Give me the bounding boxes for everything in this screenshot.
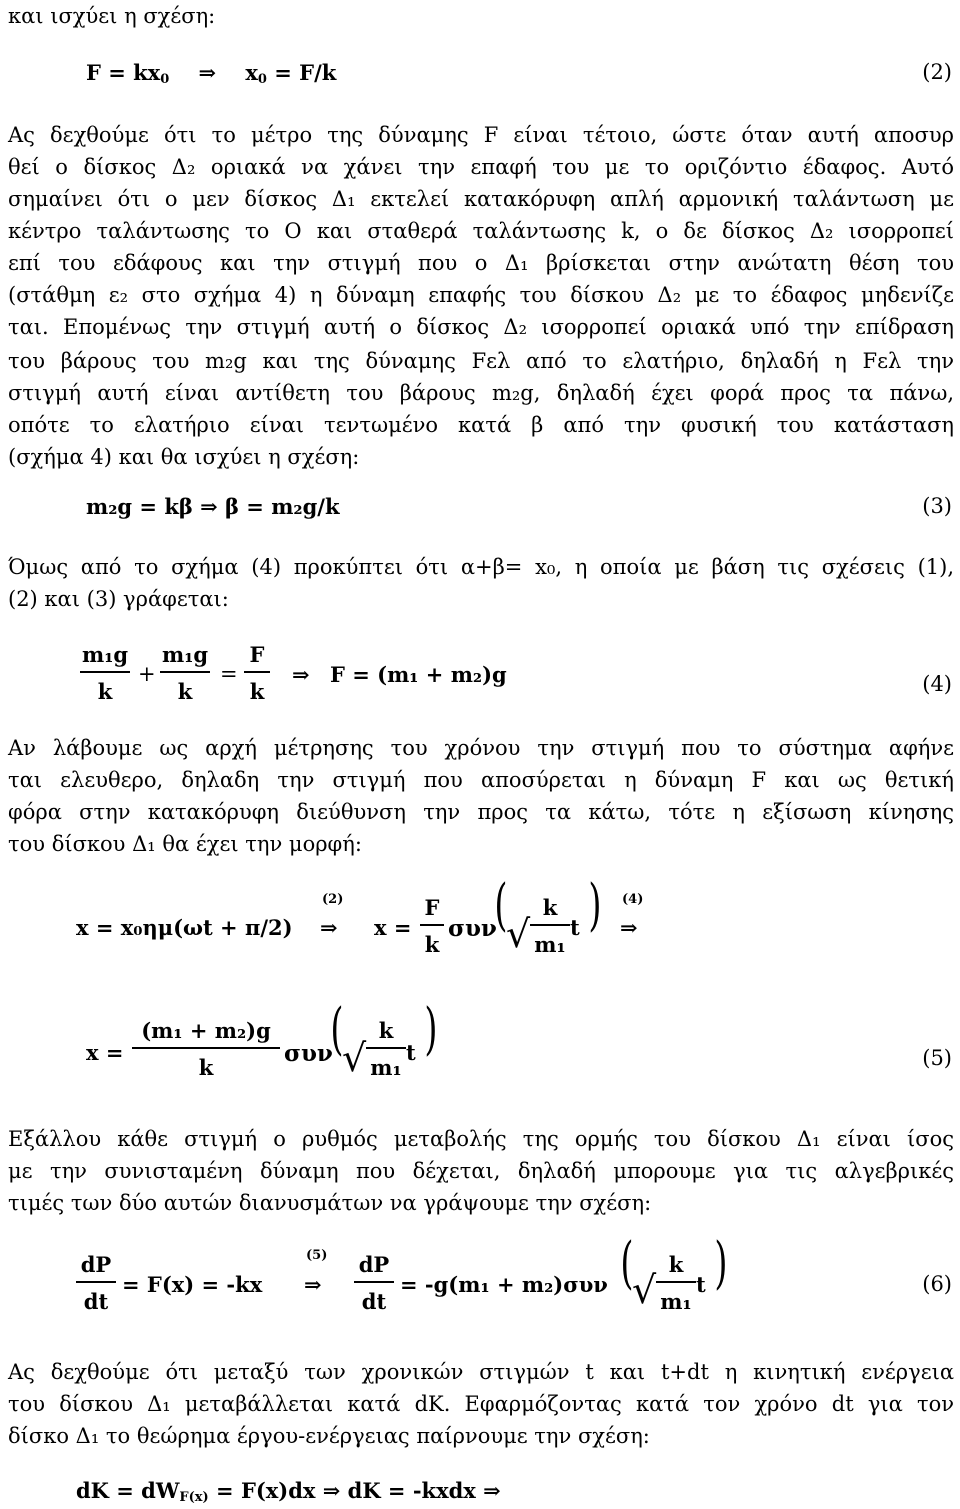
eq-text: x: [245, 60, 258, 85]
fraction: [76, 1252, 116, 1314]
fraction: [80, 642, 130, 704]
text-line: του βάρους του m₂g και της δύναμης Fελ από το ελατήριο, δηλαδή η Fελ την: [8, 349, 955, 373]
left-paren: (: [620, 1231, 634, 1296]
eq-text: F = kx: [86, 60, 161, 85]
text-line: Εξάλλου κάθε στιγμή ο ρυθμός μεταβολής της ορμής του δίσκου Δ₁ είναι ίσος: [8, 1127, 954, 1151]
implies-arrow: ⇒: [304, 1272, 322, 1297]
implies-arrow: ⇒: [198, 60, 217, 85]
eq-text: F = (m₁ + m₂)g: [330, 662, 507, 687]
numerator: m₁g: [160, 642, 210, 673]
denominator: dt: [361, 1289, 387, 1314]
eq-text: = F(x) = -kx: [122, 1272, 263, 1297]
text-line: Ας δεχθούμε ότι το μέτρο της δύναμης F είναι τέτοιο, ώστε όταν αυτή αποσυρ: [8, 123, 954, 147]
denominator: k: [424, 932, 440, 957]
implies-arrow: ⇒: [320, 915, 338, 940]
numerator: (m₁ + m₂)g: [132, 1018, 280, 1049]
fraction: [160, 642, 210, 704]
numerator: k: [366, 1018, 406, 1049]
denominator: dt: [83, 1289, 109, 1314]
text-line: τιμές των δύο αυτών διανυσμάτων να γράψουμε την σχέση:: [8, 1191, 652, 1215]
numerator: dP: [76, 1252, 116, 1283]
numerator: dP: [354, 1252, 394, 1283]
equation-2: [86, 60, 336, 87]
eq-text: x = x₀ημ(ωt + π/2): [76, 915, 293, 940]
equation-number: (6): [922, 1272, 952, 1296]
implies-arrow: ⇒: [292, 662, 310, 687]
plus-sign: +: [138, 662, 156, 686]
sqrt-sign: √: [632, 1268, 657, 1312]
numerator: k: [530, 895, 570, 926]
eq-subscript: 0: [257, 72, 267, 87]
reference-label: (4): [622, 892, 644, 907]
fraction: [366, 1018, 406, 1080]
denominator: k: [249, 679, 265, 704]
text-line: Αν λάβουμε ως αρχή μέτρησης του χρόνου την στιγμή που το σύστημα αφήνε: [8, 736, 954, 760]
sqrt-sign: √: [342, 1036, 367, 1080]
eq-text: x =: [374, 915, 412, 940]
eq-subscript: 0: [160, 72, 170, 87]
eq-text: συν: [284, 1040, 333, 1067]
text-line: θεί ο δίσκος Δ₂ οριακά να χάνει την επαφή του με το οριζόντιο έδαφος. Αυτό: [8, 155, 954, 179]
implies-arrow: ⇒: [620, 915, 638, 940]
text-line: του δίσκου Δ₁ μεταβάλλεται κατά dK. Εφαρμόζοντας κατά τον χρόνο dt για τον: [8, 1392, 954, 1416]
text-line: κέντρο ταλάντωσης το Ο και σταθερά ταλάντωσης k, ο δε δίσκος Δ₂ ισορροπεί: [8, 219, 954, 243]
left-paren: (: [494, 873, 508, 938]
fraction: [530, 895, 570, 957]
fraction: [354, 1252, 394, 1314]
eq-text: t: [696, 1272, 706, 1297]
right-paren: ): [588, 873, 602, 938]
fraction: [656, 1252, 696, 1314]
right-paren: ): [424, 997, 438, 1062]
text-line: οπότε το ελατήριο είναι τεντωμένο κατά β από την φυσική του κατάσταση: [8, 413, 954, 437]
equation-number: (4): [922, 672, 952, 696]
text-line: (σχήμα 4) και θα ισχύει η σχέση:: [8, 445, 360, 469]
eq-text: x =: [86, 1040, 124, 1065]
text-line: Όμως από το σχήμα (4) προκύπτει ότι α+β= x₀, η οποία με βάση τις σχέσεις (1),: [8, 555, 954, 579]
fraction: [420, 895, 444, 957]
text-line: και ισχύει η σχέση:: [8, 4, 216, 28]
equation-energy: [76, 1478, 501, 1505]
right-paren: ): [714, 1231, 728, 1296]
left-paren: (: [330, 997, 344, 1062]
denominator: k: [198, 1055, 214, 1080]
reference-label: (5): [306, 1248, 328, 1263]
text-line: ται ελευθερο, δηλαδη την στιγμή που αποσύρεται η δύναμη F και ως θετική: [8, 768, 954, 792]
text-line: δίσκο Δ₁ το θεώρημα έργου-ενέργειας παίρνουμε την σχέση:: [8, 1424, 650, 1448]
denominator: k: [97, 679, 113, 704]
denominator: m₁: [370, 1055, 402, 1080]
text-line: με την συνισταμένη δύναμη που δέχεται, δηλαδή μπορουμε για τις αλγεβρικές: [8, 1159, 954, 1183]
fraction: [132, 1018, 280, 1080]
numerator: m₁g: [80, 642, 130, 673]
eq-text: = F/k: [274, 60, 337, 85]
denominator: m₁: [534, 932, 566, 957]
sqrt-sign: √: [506, 912, 531, 956]
denominator: m₁: [660, 1289, 692, 1314]
eq-text: dK = dW: [76, 1478, 180, 1503]
text-line: φόρα στην κατακόρυφη διεύθυνση την προς τα κάτω, τότε η εξίσωση κίνησης: [8, 800, 954, 824]
eq-text: t: [570, 915, 580, 940]
fraction: [244, 642, 270, 704]
text-line: επί του εδάφους και την στιγμή που ο Δ₁ βρίσκεται στην ανώτατη θέση του: [8, 251, 954, 275]
numerator: k: [656, 1252, 696, 1283]
text-line: (στάθμη ε₂ στο σχήμα 4) η δύναμη επαφής του δίσκου Δ₂ με το έδαφος μηδενίζε: [8, 283, 954, 307]
eq-text: = F(x)dx ⇒ dK = -kxdx ⇒: [216, 1478, 501, 1503]
text-line: (2) και (3) γράφεται:: [8, 587, 229, 611]
text-line: ται. Επομένως την στιγμή αυτή ο δίσκος Δ₂ ισορροπεί οριακά υπό την επίδραση: [8, 315, 954, 339]
reference-label: (2): [322, 892, 344, 907]
equals-sign: =: [220, 662, 238, 686]
denominator: k: [177, 679, 193, 704]
text-line: στιγμή αυτή είναι αντίθετη του βάρους m₂g, δηλαδή έχει φορά προς τα πάνω,: [8, 381, 954, 405]
text-line: σημαίνει ότι ο μεν δίσκος Δ₁ εκτελεί κατακόρυφη απλή αρμονική ταλάντωση με: [8, 187, 954, 211]
equation-number: (2): [922, 60, 952, 84]
equation-3: m₂g = kβ ⇒ β = m₂g/k: [86, 494, 340, 519]
numerator: F: [244, 642, 270, 673]
text-line: του δίσκου Δ₁ θα έχει την μορφή:: [8, 832, 362, 856]
text-line: Ας δεχθούμε ότι μεταξύ των χρονικών στιγμών t και t+dt η κινητική ενέργεια: [8, 1360, 954, 1384]
eq-text: = -g(m₁ + m₂)συν: [400, 1272, 608, 1297]
eq-subscript: F(x): [179, 1490, 209, 1505]
eq-text: συν: [448, 915, 497, 942]
equation-number: (3): [922, 494, 952, 518]
equation-number: (5): [922, 1046, 952, 1070]
numerator: F: [420, 895, 444, 926]
eq-text: t: [406, 1040, 416, 1065]
